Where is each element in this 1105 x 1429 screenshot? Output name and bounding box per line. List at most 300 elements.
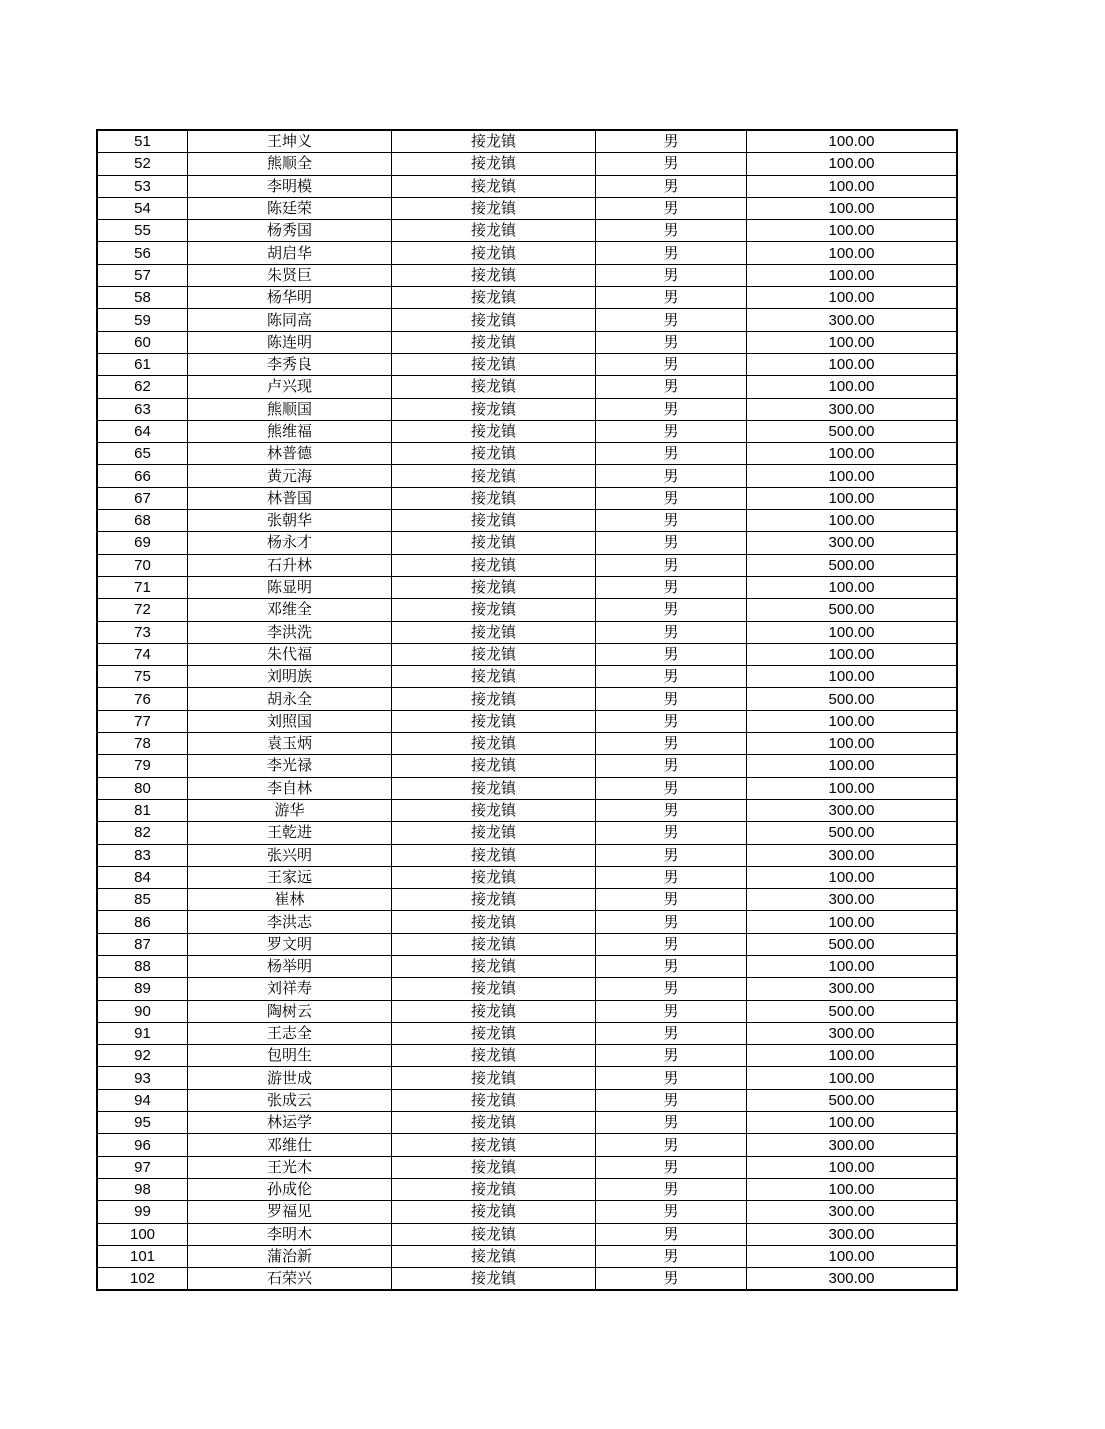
gender-cell: 男 [596, 643, 747, 665]
name-cell: 陶树云 [188, 1000, 392, 1022]
name-cell: 袁玉炳 [188, 733, 392, 755]
amount-cell: 100.00 [747, 866, 958, 888]
row-number-cell: 74 [97, 643, 188, 665]
table-row [97, 443, 957, 465]
amount-cell: 100.00 [747, 755, 958, 777]
amount-cell: 300.00 [747, 1223, 958, 1245]
gender-cell: 男 [596, 353, 747, 375]
town-cell: 接龙镇 [392, 1000, 596, 1022]
name-cell: 杨举明 [188, 955, 392, 977]
amount-cell: 100.00 [747, 153, 958, 175]
table-row [97, 376, 957, 398]
amount-cell: 500.00 [747, 1000, 958, 1022]
row-number-cell: 63 [97, 398, 188, 420]
amount-cell: 100.00 [747, 621, 958, 643]
amount-cell: 100.00 [747, 643, 958, 665]
amount-cell: 300.00 [747, 309, 958, 331]
table-row [97, 933, 957, 955]
table-row [97, 1022, 957, 1044]
town-cell: 接龙镇 [392, 287, 596, 309]
table-row [97, 287, 957, 309]
table-row [97, 889, 957, 911]
amount-cell: 100.00 [747, 220, 958, 242]
row-number-cell: 102 [97, 1268, 188, 1291]
table-row [97, 175, 957, 197]
gender-cell: 男 [596, 487, 747, 509]
row-number-cell: 82 [97, 822, 188, 844]
gender-cell: 男 [596, 1156, 747, 1178]
town-cell: 接龙镇 [392, 153, 596, 175]
amount-cell: 100.00 [747, 443, 958, 465]
gender-cell: 男 [596, 220, 747, 242]
gender-cell: 男 [596, 1245, 747, 1267]
table-row [97, 822, 957, 844]
amount-cell: 100.00 [747, 487, 958, 509]
table-row [97, 643, 957, 665]
amount-cell: 100.00 [747, 710, 958, 732]
town-cell: 接龙镇 [392, 532, 596, 554]
row-number-cell: 66 [97, 465, 188, 487]
town-cell: 接龙镇 [392, 309, 596, 331]
name-cell: 邓维仕 [188, 1134, 392, 1156]
gender-cell: 男 [596, 1223, 747, 1245]
row-number-cell: 100 [97, 1223, 188, 1245]
gender-cell: 男 [596, 376, 747, 398]
town-cell: 接龙镇 [392, 599, 596, 621]
table-row [97, 420, 957, 442]
row-number-cell: 55 [97, 220, 188, 242]
town-cell: 接龙镇 [392, 220, 596, 242]
name-cell: 李秀良 [188, 353, 392, 375]
gender-cell: 男 [596, 1067, 747, 1089]
amount-cell: 100.00 [747, 1245, 958, 1267]
gender-cell: 男 [596, 576, 747, 598]
table-row [97, 1112, 957, 1134]
row-number-cell: 98 [97, 1178, 188, 1200]
town-cell: 接龙镇 [392, 554, 596, 576]
row-number-cell: 62 [97, 376, 188, 398]
table-row [97, 153, 957, 175]
name-cell: 李明木 [188, 1223, 392, 1245]
name-cell: 熊顺国 [188, 398, 392, 420]
amount-cell: 300.00 [747, 532, 958, 554]
name-cell: 林普德 [188, 443, 392, 465]
gender-cell: 男 [596, 420, 747, 442]
gender-cell: 男 [596, 889, 747, 911]
amount-cell: 500.00 [747, 1089, 958, 1111]
name-cell: 胡启华 [188, 242, 392, 264]
amount-cell: 300.00 [747, 978, 958, 1000]
table-row [97, 1245, 957, 1267]
table-row [97, 799, 957, 821]
gender-cell: 男 [596, 510, 747, 532]
name-cell: 游世成 [188, 1067, 392, 1089]
gender-cell: 男 [596, 1201, 747, 1223]
row-number-cell: 52 [97, 153, 188, 175]
name-cell: 黄元海 [188, 465, 392, 487]
name-cell: 李洪洗 [188, 621, 392, 643]
table-row [97, 1134, 957, 1156]
table-row [97, 398, 957, 420]
amount-cell: 100.00 [747, 197, 958, 219]
gender-cell: 男 [596, 710, 747, 732]
table-row [97, 309, 957, 331]
town-cell: 接龙镇 [392, 197, 596, 219]
town-cell: 接龙镇 [392, 777, 596, 799]
name-cell: 罗文明 [188, 933, 392, 955]
row-number-cell: 93 [97, 1067, 188, 1089]
town-cell: 接龙镇 [392, 398, 596, 420]
town-cell: 接龙镇 [392, 666, 596, 688]
name-cell: 王光木 [188, 1156, 392, 1178]
name-cell: 包明生 [188, 1045, 392, 1067]
name-cell: 张朝华 [188, 510, 392, 532]
gender-cell: 男 [596, 866, 747, 888]
gender-cell: 男 [596, 398, 747, 420]
amount-cell: 100.00 [747, 287, 958, 309]
town-cell: 接龙镇 [392, 1134, 596, 1156]
town-cell: 接龙镇 [392, 755, 596, 777]
name-cell: 陈廷荣 [188, 197, 392, 219]
amount-cell: 500.00 [747, 599, 958, 621]
table-row [97, 576, 957, 598]
amount-cell: 100.00 [747, 130, 958, 153]
town-cell: 接龙镇 [392, 175, 596, 197]
amount-cell: 500.00 [747, 822, 958, 844]
town-cell: 接龙镇 [392, 889, 596, 911]
table-row [97, 911, 957, 933]
amount-cell: 300.00 [747, 1022, 958, 1044]
name-cell: 游华 [188, 799, 392, 821]
table-row [97, 197, 957, 219]
town-cell: 接龙镇 [392, 911, 596, 933]
amount-cell: 300.00 [747, 398, 958, 420]
row-number-cell: 99 [97, 1201, 188, 1223]
table-row [97, 866, 957, 888]
table-row [97, 465, 957, 487]
gender-cell: 男 [596, 1178, 747, 1200]
name-cell: 熊维福 [188, 420, 392, 442]
town-cell: 接龙镇 [392, 376, 596, 398]
gender-cell: 男 [596, 621, 747, 643]
gender-cell: 男 [596, 153, 747, 175]
name-cell: 李明模 [188, 175, 392, 197]
amount-cell: 100.00 [747, 911, 958, 933]
name-cell: 杨秀国 [188, 220, 392, 242]
town-cell: 接龙镇 [392, 465, 596, 487]
name-cell: 崔林 [188, 889, 392, 911]
row-number-cell: 68 [97, 510, 188, 532]
name-cell: 朱贤巨 [188, 264, 392, 286]
row-number-cell: 67 [97, 487, 188, 509]
table-row [97, 844, 957, 866]
row-number-cell: 96 [97, 1134, 188, 1156]
table-row [97, 710, 957, 732]
table-row [97, 1268, 957, 1291]
table-row [97, 264, 957, 286]
gender-cell: 男 [596, 554, 747, 576]
name-cell: 李光禄 [188, 755, 392, 777]
amount-cell: 100.00 [747, 1178, 958, 1200]
row-number-cell: 65 [97, 443, 188, 465]
gender-cell: 男 [596, 955, 747, 977]
table-row [97, 1201, 957, 1223]
town-cell: 接龙镇 [392, 130, 596, 153]
row-number-cell: 92 [97, 1045, 188, 1067]
gender-cell: 男 [596, 688, 747, 710]
town-cell: 接龙镇 [392, 1112, 596, 1134]
table-row [97, 532, 957, 554]
gender-cell: 男 [596, 844, 747, 866]
table-row [97, 688, 957, 710]
town-cell: 接龙镇 [392, 353, 596, 375]
row-number-cell: 57 [97, 264, 188, 286]
gender-cell: 男 [596, 822, 747, 844]
row-number-cell: 101 [97, 1245, 188, 1267]
table-row [97, 621, 957, 643]
gender-cell: 男 [596, 1112, 747, 1134]
table-row [97, 130, 957, 153]
amount-cell: 100.00 [747, 331, 958, 353]
amount-cell: 100.00 [747, 510, 958, 532]
town-cell: 接龙镇 [392, 264, 596, 286]
town-cell: 接龙镇 [392, 487, 596, 509]
town-cell: 接龙镇 [392, 621, 596, 643]
amount-cell: 100.00 [747, 175, 958, 197]
row-number-cell: 58 [97, 287, 188, 309]
gender-cell: 男 [596, 287, 747, 309]
row-number-cell: 91 [97, 1022, 188, 1044]
table-row [97, 955, 957, 977]
town-cell: 接龙镇 [392, 242, 596, 264]
town-cell: 接龙镇 [392, 331, 596, 353]
name-cell: 张兴明 [188, 844, 392, 866]
row-number-cell: 59 [97, 309, 188, 331]
town-cell: 接龙镇 [392, 1022, 596, 1044]
table-row [97, 666, 957, 688]
table-row [97, 554, 957, 576]
name-cell: 王志全 [188, 1022, 392, 1044]
gender-cell: 男 [596, 264, 747, 286]
amount-cell: 500.00 [747, 554, 958, 576]
gender-cell: 男 [596, 1000, 747, 1022]
table-row [97, 1067, 957, 1089]
amount-cell: 100.00 [747, 376, 958, 398]
row-number-cell: 89 [97, 978, 188, 1000]
amount-cell: 100.00 [747, 576, 958, 598]
name-cell: 杨华明 [188, 287, 392, 309]
row-number-cell: 84 [97, 866, 188, 888]
name-cell: 陈连明 [188, 331, 392, 353]
table-row [97, 1223, 957, 1245]
gender-cell: 男 [596, 465, 747, 487]
row-number-cell: 80 [97, 777, 188, 799]
name-cell: 杨永才 [188, 532, 392, 554]
town-cell: 接龙镇 [392, 866, 596, 888]
name-cell: 刘照国 [188, 710, 392, 732]
amount-cell: 100.00 [747, 465, 958, 487]
row-number-cell: 77 [97, 710, 188, 732]
row-number-cell: 87 [97, 933, 188, 955]
amount-cell: 100.00 [747, 955, 958, 977]
gender-cell: 男 [596, 1089, 747, 1111]
town-cell: 接龙镇 [392, 733, 596, 755]
town-cell: 接龙镇 [392, 1245, 596, 1267]
name-cell: 卢兴现 [188, 376, 392, 398]
row-number-cell: 94 [97, 1089, 188, 1111]
amount-cell: 100.00 [747, 1045, 958, 1067]
name-cell: 罗福见 [188, 1201, 392, 1223]
town-cell: 接龙镇 [392, 978, 596, 1000]
town-cell: 接龙镇 [392, 1045, 596, 1067]
town-cell: 接龙镇 [392, 443, 596, 465]
amount-cell: 100.00 [747, 733, 958, 755]
row-number-cell: 86 [97, 911, 188, 933]
gender-cell: 男 [596, 978, 747, 1000]
row-number-cell: 71 [97, 576, 188, 598]
town-cell: 接龙镇 [392, 955, 596, 977]
name-cell: 林运学 [188, 1112, 392, 1134]
name-cell: 孙成伦 [188, 1178, 392, 1200]
gender-cell: 男 [596, 130, 747, 153]
row-number-cell: 79 [97, 755, 188, 777]
row-number-cell: 54 [97, 197, 188, 219]
gender-cell: 男 [596, 777, 747, 799]
table-row [97, 599, 957, 621]
row-number-cell: 56 [97, 242, 188, 264]
gender-cell: 男 [596, 799, 747, 821]
town-cell: 接龙镇 [392, 576, 596, 598]
table-row [97, 978, 957, 1000]
name-cell: 石升林 [188, 554, 392, 576]
gender-cell: 男 [596, 599, 747, 621]
row-number-cell: 85 [97, 889, 188, 911]
amount-cell: 300.00 [747, 799, 958, 821]
amount-cell: 100.00 [747, 666, 958, 688]
gender-cell: 男 [596, 666, 747, 688]
gender-cell: 男 [596, 175, 747, 197]
gender-cell: 男 [596, 733, 747, 755]
row-number-cell: 64 [97, 420, 188, 442]
table-row [97, 510, 957, 532]
name-cell: 邓维全 [188, 599, 392, 621]
gender-cell: 男 [596, 309, 747, 331]
table-row [97, 353, 957, 375]
amount-cell: 100.00 [747, 777, 958, 799]
amount-cell: 300.00 [747, 1134, 958, 1156]
row-number-cell: 90 [97, 1000, 188, 1022]
table-row [97, 755, 957, 777]
row-number-cell: 97 [97, 1156, 188, 1178]
name-cell: 刘明族 [188, 666, 392, 688]
row-number-cell: 88 [97, 955, 188, 977]
row-number-cell: 61 [97, 353, 188, 375]
town-cell: 接龙镇 [392, 1201, 596, 1223]
gender-cell: 男 [596, 1134, 747, 1156]
gender-cell: 男 [596, 755, 747, 777]
row-number-cell: 95 [97, 1112, 188, 1134]
gender-cell: 男 [596, 242, 747, 264]
name-cell: 王坤义 [188, 130, 392, 153]
gender-cell: 男 [596, 1045, 747, 1067]
amount-cell: 100.00 [747, 1156, 958, 1178]
town-cell: 接龙镇 [392, 844, 596, 866]
row-number-cell: 76 [97, 688, 188, 710]
gender-cell: 男 [596, 443, 747, 465]
name-cell: 熊顺全 [188, 153, 392, 175]
town-cell: 接龙镇 [392, 710, 596, 732]
town-cell: 接龙镇 [392, 1089, 596, 1111]
row-number-cell: 53 [97, 175, 188, 197]
town-cell: 接龙镇 [392, 1067, 596, 1089]
gender-cell: 男 [596, 197, 747, 219]
gender-cell: 男 [596, 532, 747, 554]
row-number-cell: 51 [97, 130, 188, 153]
table-row [97, 220, 957, 242]
town-cell: 接龙镇 [392, 643, 596, 665]
amount-cell: 500.00 [747, 420, 958, 442]
name-cell: 王乾进 [188, 822, 392, 844]
table-row [97, 1156, 957, 1178]
table-row [97, 242, 957, 264]
gender-cell: 男 [596, 911, 747, 933]
name-cell: 石荣兴 [188, 1268, 392, 1291]
amount-cell: 300.00 [747, 889, 958, 911]
amount-cell: 300.00 [747, 844, 958, 866]
amount-cell: 100.00 [747, 353, 958, 375]
amount-cell: 300.00 [747, 1201, 958, 1223]
amount-cell: 500.00 [747, 933, 958, 955]
row-number-cell: 75 [97, 666, 188, 688]
name-cell: 李自林 [188, 777, 392, 799]
amount-cell: 300.00 [747, 1268, 958, 1291]
table-row [97, 1178, 957, 1200]
town-cell: 接龙镇 [392, 933, 596, 955]
gender-cell: 男 [596, 933, 747, 955]
town-cell: 接龙镇 [392, 822, 596, 844]
data-table [96, 129, 958, 1291]
table-row [97, 331, 957, 353]
name-cell: 李洪志 [188, 911, 392, 933]
table-row [97, 733, 957, 755]
gender-cell: 男 [596, 1022, 747, 1044]
row-number-cell: 72 [97, 599, 188, 621]
amount-cell: 100.00 [747, 1112, 958, 1134]
row-number-cell: 69 [97, 532, 188, 554]
name-cell: 朱代福 [188, 643, 392, 665]
town-cell: 接龙镇 [392, 1223, 596, 1245]
row-number-cell: 81 [97, 799, 188, 821]
table-row [97, 1045, 957, 1067]
town-cell: 接龙镇 [392, 1268, 596, 1291]
row-number-cell: 78 [97, 733, 188, 755]
town-cell: 接龙镇 [392, 799, 596, 821]
amount-cell: 100.00 [747, 242, 958, 264]
table-row [97, 1089, 957, 1111]
row-number-cell: 60 [97, 331, 188, 353]
amount-cell: 100.00 [747, 264, 958, 286]
name-cell: 陈显明 [188, 576, 392, 598]
amount-cell: 500.00 [747, 688, 958, 710]
table-row [97, 777, 957, 799]
row-number-cell: 83 [97, 844, 188, 866]
name-cell: 胡永全 [188, 688, 392, 710]
name-cell: 张成云 [188, 1089, 392, 1111]
row-number-cell: 73 [97, 621, 188, 643]
amount-cell: 100.00 [747, 1067, 958, 1089]
town-cell: 接龙镇 [392, 1178, 596, 1200]
name-cell: 王家远 [188, 866, 392, 888]
